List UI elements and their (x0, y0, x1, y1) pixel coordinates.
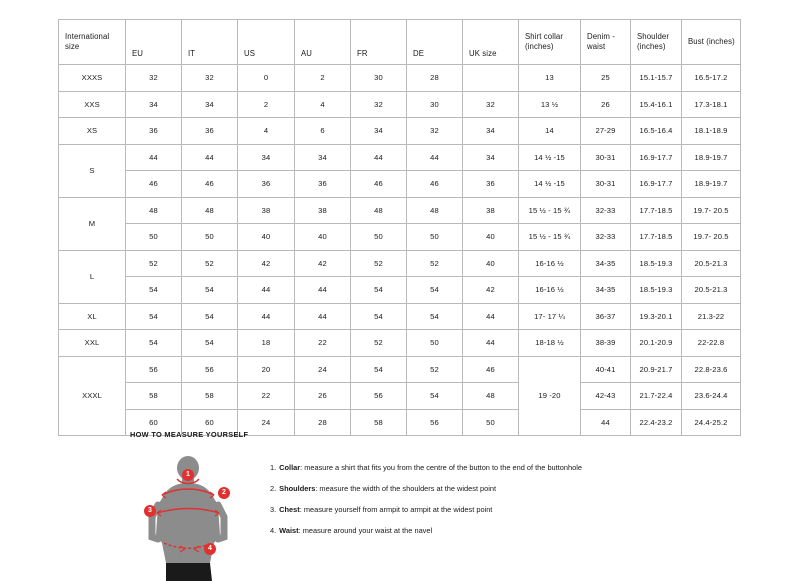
table-cell: 20 (238, 356, 295, 383)
table-cell: 32 (351, 91, 407, 118)
table-cell: 50 (182, 224, 238, 251)
column-header-au: AU (295, 20, 351, 65)
table-cell: 38-39 (581, 330, 631, 357)
table-cell: 54 (126, 330, 182, 357)
table-cell: 23.6-24.4 (682, 383, 741, 410)
table-cell: 34-35 (581, 250, 631, 277)
table-cell: 18 (238, 330, 295, 357)
table-cell: 17.3-18.1 (682, 91, 741, 118)
table-cell: 32 (463, 91, 519, 118)
table-cell: 15 ½ - 15 ¾ (519, 224, 581, 251)
table-row (59, 197, 741, 224)
table-cell: 19 -20 (519, 356, 581, 436)
measurement-step (270, 526, 582, 536)
measurement-step (270, 505, 582, 515)
column-header-eu: EU (126, 20, 182, 65)
how-to-measure-title: HOW TO MEASURE YOURSELF (130, 430, 249, 439)
table-cell: 56 (126, 356, 182, 383)
table-cell: 56 (351, 383, 407, 410)
table-cell: 42 (463, 277, 519, 304)
table-cell: 34 (238, 144, 295, 171)
step-label: Chest (279, 504, 300, 514)
marker-2-shoulders: 2 (218, 487, 230, 499)
table-cell: 24 (238, 409, 295, 436)
table-cell: 46 (463, 356, 519, 383)
table-cell: 34-35 (581, 277, 631, 304)
table-cell: 54 (182, 303, 238, 330)
table-cell: 46 (407, 171, 463, 198)
how-to-measure-section (130, 430, 770, 571)
table-cell: 44 (238, 277, 295, 304)
column-header-denim-waist: Denim - waist (581, 20, 631, 65)
table-cell: 34 (182, 91, 238, 118)
table-cell: 40 (463, 224, 519, 251)
table-cell: 50 (407, 224, 463, 251)
table-cell: 48 (126, 197, 182, 224)
table-cell: 54 (351, 277, 407, 304)
table-cell: 54 (351, 356, 407, 383)
table-cell: 48 (407, 197, 463, 224)
table-cell: 52 (351, 250, 407, 277)
row-header-size: L (59, 250, 126, 303)
table-cell: 14 (519, 118, 581, 145)
table-cell (463, 65, 519, 92)
table-row (59, 91, 741, 118)
table-cell: 32 (182, 65, 238, 92)
table-cell: 19.7- 20.5 (682, 224, 741, 251)
table-cell: 22-22.8 (682, 330, 741, 357)
table-cell: 14 ½ -15 (519, 144, 581, 171)
table-cell: 19.3-20.1 (631, 303, 682, 330)
table-cell: 58 (351, 409, 407, 436)
table-cell: 26 (581, 91, 631, 118)
table-cell: 36-37 (581, 303, 631, 330)
table-cell: 32-33 (581, 224, 631, 251)
step-number: 2. (270, 483, 277, 493)
table-cell: 15.4-16.1 (631, 91, 682, 118)
measurement-step (270, 484, 582, 494)
table-cell: 44 (295, 277, 351, 304)
table-cell: 46 (351, 171, 407, 198)
column-header-it: IT (182, 20, 238, 65)
column-header-us: US (238, 20, 295, 65)
table-cell: 46 (182, 171, 238, 198)
table-cell: 30 (351, 65, 407, 92)
table-cell: 26 (295, 383, 351, 410)
marker-1-collar: 1 (182, 469, 194, 481)
table-cell: 24.4-25.2 (682, 409, 741, 436)
table-cell: 52 (407, 356, 463, 383)
row-header-size: S (59, 144, 126, 197)
table-cell: 18-18 ½ (519, 330, 581, 357)
table-cell: 52 (407, 250, 463, 277)
table-cell: 44 (463, 330, 519, 357)
table-header-row (59, 20, 741, 65)
table-row (59, 118, 741, 145)
table-cell: 19.7- 20.5 (682, 197, 741, 224)
table-cell: 50 (407, 330, 463, 357)
table-cell: 16.5-17.2 (682, 65, 741, 92)
table-cell: 42 (295, 250, 351, 277)
table-cell: 16.9-17.7 (631, 144, 682, 171)
table-cell: 44 (351, 144, 407, 171)
table-cell: 30-31 (581, 171, 631, 198)
table-cell: 18.9-19.7 (682, 171, 741, 198)
table-cell: 4 (295, 91, 351, 118)
row-header-size: XXXL (59, 356, 126, 436)
table-cell: 16.9-17.7 (631, 171, 682, 198)
table-cell: 52 (126, 250, 182, 277)
row-header-size: XS (59, 118, 126, 145)
table-cell: 16-16 ½ (519, 277, 581, 304)
table-cell: 34 (463, 118, 519, 145)
table-cell: 20.1-20.9 (631, 330, 682, 357)
table-row (59, 330, 741, 357)
table-cell: 44 (126, 144, 182, 171)
table-cell: 18.9-19.7 (682, 144, 741, 171)
measurement-steps-list (270, 451, 582, 547)
table-cell: 20.5-21.3 (682, 277, 741, 304)
table-cell: 22 (238, 383, 295, 410)
table-row (59, 250, 741, 277)
table-cell: 15.1-15.7 (631, 65, 682, 92)
table-cell: 28 (295, 409, 351, 436)
column-header-uk-size: UK size (463, 20, 519, 65)
step-text: : measure a shirt that fits you from the centre of the button to the end of the buttonhole (300, 463, 582, 472)
column-header-shirt-collar: Shirt collar (inches) (519, 20, 581, 65)
table-cell: 36 (182, 118, 238, 145)
table-row (59, 171, 741, 198)
table-cell: 54 (407, 277, 463, 304)
table-cell: 25 (581, 65, 631, 92)
table-cell: 36 (463, 171, 519, 198)
table-cell: 44 (463, 303, 519, 330)
table-cell: 14 ½ -15 (519, 171, 581, 198)
table-cell: 0 (238, 65, 295, 92)
step-number: 4. (270, 525, 277, 535)
step-label: Shoulders (279, 483, 316, 493)
table-cell: 44 (407, 144, 463, 171)
table-cell: 13 (519, 65, 581, 92)
row-header-size: XXS (59, 91, 126, 118)
table-cell: 18.5-19.3 (631, 277, 682, 304)
table-cell: 58 (182, 383, 238, 410)
row-header-size: XL (59, 303, 126, 330)
table-row (59, 356, 741, 383)
step-text: : measure the width of the shoulders at the widest point (315, 483, 497, 493)
table-cell: 40 (463, 250, 519, 277)
table-cell: 44 (581, 409, 631, 436)
table-cell: 60 (182, 409, 238, 436)
table-cell: 38 (295, 197, 351, 224)
marker-4-waist: 4 (204, 543, 216, 555)
how-to-measure-body (130, 451, 770, 571)
step-number: 1. (270, 463, 277, 472)
table-cell: 4 (238, 118, 295, 145)
table-cell: 50 (463, 409, 519, 436)
measurement-figure (130, 451, 260, 571)
table-cell: 48 (463, 383, 519, 410)
table-cell: 21.7-22.4 (631, 383, 682, 410)
size-table-container (58, 19, 735, 436)
table-cell: 56 (407, 409, 463, 436)
table-cell: 54 (182, 330, 238, 357)
table-cell: 36 (238, 171, 295, 198)
table-cell: 27-29 (581, 118, 631, 145)
table-cell: 32-33 (581, 197, 631, 224)
table-cell: 22.4-23.2 (631, 409, 682, 436)
table-row (59, 383, 741, 410)
table-cell: 54 (126, 303, 182, 330)
table-cell: 17.7-18.5 (631, 224, 682, 251)
table-cell: 52 (351, 330, 407, 357)
table-cell: 46 (126, 171, 182, 198)
table-row (59, 303, 741, 330)
table-cell: 18.1-18.9 (682, 118, 741, 145)
table-cell: 22 (295, 330, 351, 357)
table-cell: 54 (407, 303, 463, 330)
column-header-fr: FR (351, 20, 407, 65)
table-cell: 17- 17 ¼ (519, 303, 581, 330)
table-cell: 44 (182, 144, 238, 171)
row-header-size: XXXS (59, 65, 126, 92)
table-cell: 58 (126, 383, 182, 410)
table-cell: 30 (407, 91, 463, 118)
table-cell: 18.5-19.3 (631, 250, 682, 277)
table-cell: 21.3-22 (682, 303, 741, 330)
table-cell: 30-31 (581, 144, 631, 171)
table-cell: 40 (238, 224, 295, 251)
table-row (59, 277, 741, 304)
table-cell: 38 (463, 197, 519, 224)
table-cell: 56 (182, 356, 238, 383)
column-header-bust: Bust (inches) (682, 20, 741, 65)
table-cell: 17.7-18.5 (631, 197, 682, 224)
table-cell: 54 (407, 383, 463, 410)
table-cell: 44 (295, 303, 351, 330)
step-label: Waist (279, 525, 299, 535)
table-cell: 54 (126, 277, 182, 304)
table-cell: 34 (295, 144, 351, 171)
table-cell: 34 (126, 91, 182, 118)
table-cell: 16.5-16.4 (631, 118, 682, 145)
table-cell: 48 (351, 197, 407, 224)
measurement-step (270, 463, 582, 473)
table-cell: 36 (126, 118, 182, 145)
size-table (58, 19, 741, 436)
table-cell: 54 (351, 303, 407, 330)
table-cell: 48 (182, 197, 238, 224)
column-header-shoulder: Shoulder (inches) (631, 20, 682, 65)
table-cell: 6 (295, 118, 351, 145)
table-cell: 40 (295, 224, 351, 251)
table-cell: 16-16 ½ (519, 250, 581, 277)
table-cell: 22.8-23.6 (682, 356, 741, 383)
table-cell: 20.9-21.7 (631, 356, 682, 383)
row-header-size: XXL (59, 330, 126, 357)
table-cell: 42-43 (581, 383, 631, 410)
table-row (59, 224, 741, 251)
step-text: : measure around your waist at the navel (298, 525, 433, 535)
table-cell: 60 (126, 409, 182, 436)
table-row (59, 65, 741, 92)
table-cell: 15 ½ - 15 ¾ (519, 197, 581, 224)
table-cell: 2 (238, 91, 295, 118)
marker-3-chest: 3 (144, 505, 156, 517)
table-cell: 20.5-21.3 (682, 250, 741, 277)
table-cell: 34 (351, 118, 407, 145)
table-cell: 42 (238, 250, 295, 277)
step-label: Collar (279, 463, 301, 472)
step-text: : measure yourself from armpit to armpit at the widest point (299, 504, 493, 514)
table-cell: 50 (126, 224, 182, 251)
table-header (59, 20, 741, 65)
table-body (59, 65, 741, 436)
table-cell: 13 ½ (519, 91, 581, 118)
table-cell: 52 (182, 250, 238, 277)
table-cell: 24 (295, 356, 351, 383)
table-cell: 54 (182, 277, 238, 304)
table-cell: 28 (407, 65, 463, 92)
column-header-de: DE (407, 20, 463, 65)
table-cell: 38 (238, 197, 295, 224)
row-header-size: M (59, 197, 126, 250)
column-header-international-size: International size (59, 20, 126, 65)
table-cell: 32 (407, 118, 463, 145)
table-cell: 34 (463, 144, 519, 171)
table-cell: 2 (295, 65, 351, 92)
table-cell: 50 (351, 224, 407, 251)
step-number: 3. (270, 504, 277, 514)
table-cell: 44 (238, 303, 295, 330)
table-row (59, 144, 741, 171)
table-cell: 40-41 (581, 356, 631, 383)
table-cell: 36 (295, 171, 351, 198)
table-cell: 32 (126, 65, 182, 92)
